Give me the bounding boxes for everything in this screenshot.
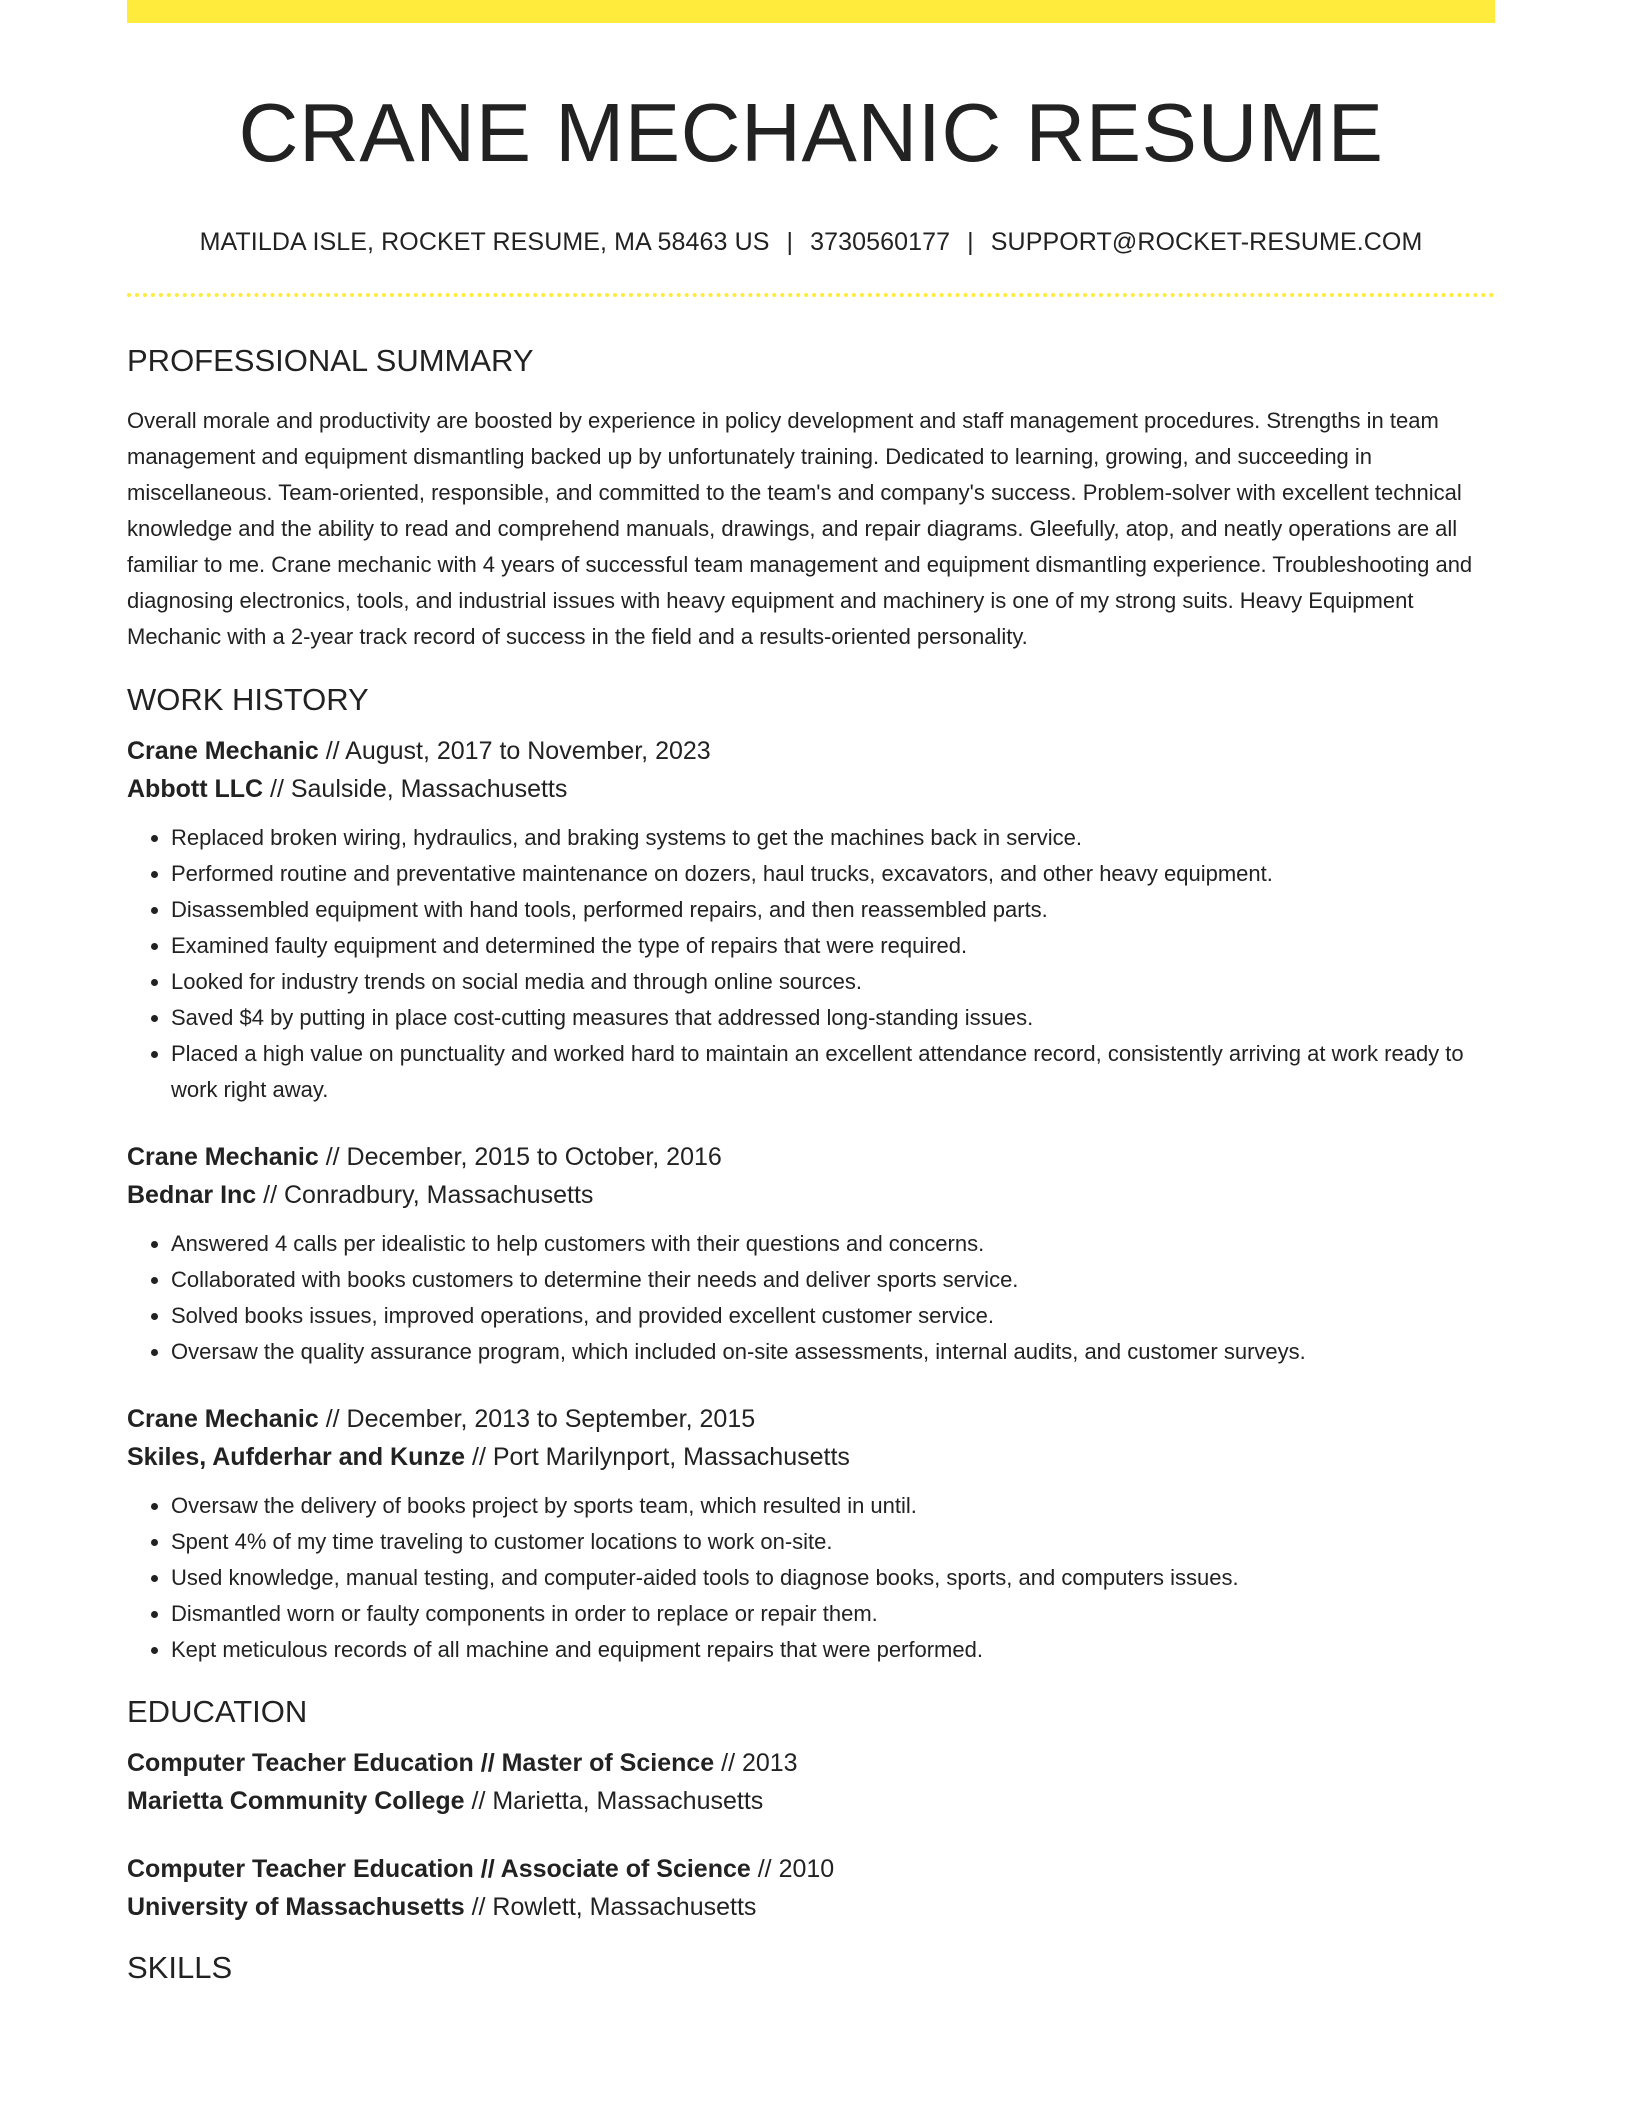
list-item: • Answered 4 calls per idealistic to help customers with their questions and concerns. [171,1226,1495,1262]
school-line [127,1782,1495,1820]
list-item: • Dismantled worn or faulty components in order to replace or repair them. [171,1596,1495,1632]
job-title: Crane Mechanic [127,1143,319,1171]
list-item: • Performed routine and preventative maintenance on dozers, haul trucks, excavators, and other heavy equipment. [171,856,1495,892]
company-location: // Saulside, Massachusetts [263,775,568,803]
contact-separator: | [967,228,974,256]
header-divider [127,293,1495,297]
skills-section [127,1948,1495,1988]
school-line [127,1888,1495,1926]
job-dates: // August, 2017 to November, 2023 [318,737,711,765]
list-item: • Replaced broken wiring, hydraulics, and braking systems to get the machines back in service. [171,820,1495,856]
degree-line [127,1744,1495,1782]
contact-email: SUPPORT@ROCKET-RESUME.COM [990,228,1423,256]
job-title: Crane Mechanic [127,1405,319,1433]
company-name: Skiles, Aufderhar and Kunze [127,1443,466,1471]
school-name: Marietta Community College [127,1787,465,1815]
job-entry [127,1400,1495,1668]
company-name: Bednar Inc [127,1181,257,1209]
section-heading: EDUCATION [127,1694,308,1729]
company-line [127,1438,1495,1476]
list-item: • Collaborated with books customers to determine their needs and deliver sports service. [171,1262,1495,1298]
company-location: // Conradbury, Massachusetts [256,1181,594,1209]
degree-name: Computer Teacher Education // Associate of Science [127,1855,751,1883]
job-title-line [127,1138,1495,1176]
list-item: • Disassembled equipment with hand tools, performed repairs, and then reassembled parts. [171,892,1495,928]
graduation-year: // 2013 [714,1749,798,1777]
contact-line [127,227,1495,257]
duty-list [127,1488,1495,1668]
list-item: • Used knowledge, manual testing, and computer-aided tools to diagnose books, sports, and computers issues. [171,1560,1495,1596]
top-accent-bar [127,0,1495,23]
graduation-year: // 2010 [750,1855,835,1883]
school-name: University of Massachusetts [127,1893,465,1921]
education-entry [127,1744,1495,1820]
contact-separator: | [786,228,794,256]
list-item: • Examined faulty equipment and determined the type of repairs that were required. [171,928,1495,964]
education-entry [127,1850,1495,1926]
work-history-section [127,680,1495,1668]
list-item: • Kept meticulous records of all machine and equipment repairs that were performed. [171,1632,1495,1668]
degree-line [127,1850,1495,1888]
job-title-line [127,1400,1495,1438]
company-name: Abbott LLC [127,775,264,803]
summary-text: Overall morale and productivity are boosted by experience in policy development and staff management procedures. Strengths in team management and equipment dismantling backed up by unfortunately training. Dedicated to learning, growing, and succeeding in miscellaneous. Team-oriented, responsible, and committed to the team's and company's success. Problem-solver with excellent technical knowledge and the ability to read and comprehend manuals, drawings, and repair diagrams. Gleefully, atop, and neatly operations are all familiar to me. Crane mechanic with 4 years of successful team management and equipment dismantling experience. Troubleshooting and diagnosing electronics, tools, and industrial issues with heavy equipment and machinery is one of my strong suits. Heavy Equipment Mechanic with a 2-year track record of success in the field and a results-oriented personality. [127,408,1473,649]
job-dates: // December, 2013 to September, 2015 [318,1405,756,1433]
contact-phone: 3730560177 [810,228,951,256]
duty-list [127,820,1495,1108]
company-line [127,1176,1495,1214]
section-heading: PROFESSIONAL SUMMARY [127,343,534,378]
list-item: • Looked for industry trends on social media and through online sources. [171,964,1495,1000]
company-line [127,770,1495,808]
school-location: // Marietta, Massachusetts [464,1787,764,1815]
school-location: // Rowlett, Massachusetts [464,1893,757,1921]
resume-page [127,0,1495,1988]
list-item: • Saved $4 by putting in place cost-cutting measures that addressed long-standing issues. [171,1000,1495,1036]
page-title: CRANE MECHANIC RESUME [238,86,1384,179]
list-item: • Placed a high value on punctuality and worked hard to maintain an excellent attendance record, consistently arriving at work ready to work right away. [171,1036,1495,1108]
job-title-line [127,732,1495,770]
professional-summary-section [127,341,1495,655]
contact-address: MATILDA ISLE, ROCKET RESUME, MA 58463 US [199,228,770,256]
list-item: • Solved books issues, improved operations, and provided excellent customer service. [171,1298,1495,1334]
list-item: • Oversaw the quality assurance program, which included on-site assessments, internal audits, and customer surveys. [171,1334,1495,1370]
job-title: Crane Mechanic [127,737,319,765]
job-entry [127,732,1495,1108]
company-location: // Port Marilynport, Massachusetts [465,1443,850,1471]
section-heading: SKILLS [127,1950,233,1985]
section-heading: WORK HISTORY [127,682,369,717]
duty-list [127,1226,1495,1370]
job-entry [127,1138,1495,1370]
list-item: • Spent 4% of my time traveling to customer locations to work on-site. [171,1524,1495,1560]
education-section [127,1692,1495,1926]
degree-name: Computer Teacher Education // Master of Science [127,1749,715,1777]
list-item: • Oversaw the delivery of books project by sports team, which resulted in until. [171,1488,1495,1524]
job-dates: // December, 2015 to October, 2016 [318,1143,722,1171]
